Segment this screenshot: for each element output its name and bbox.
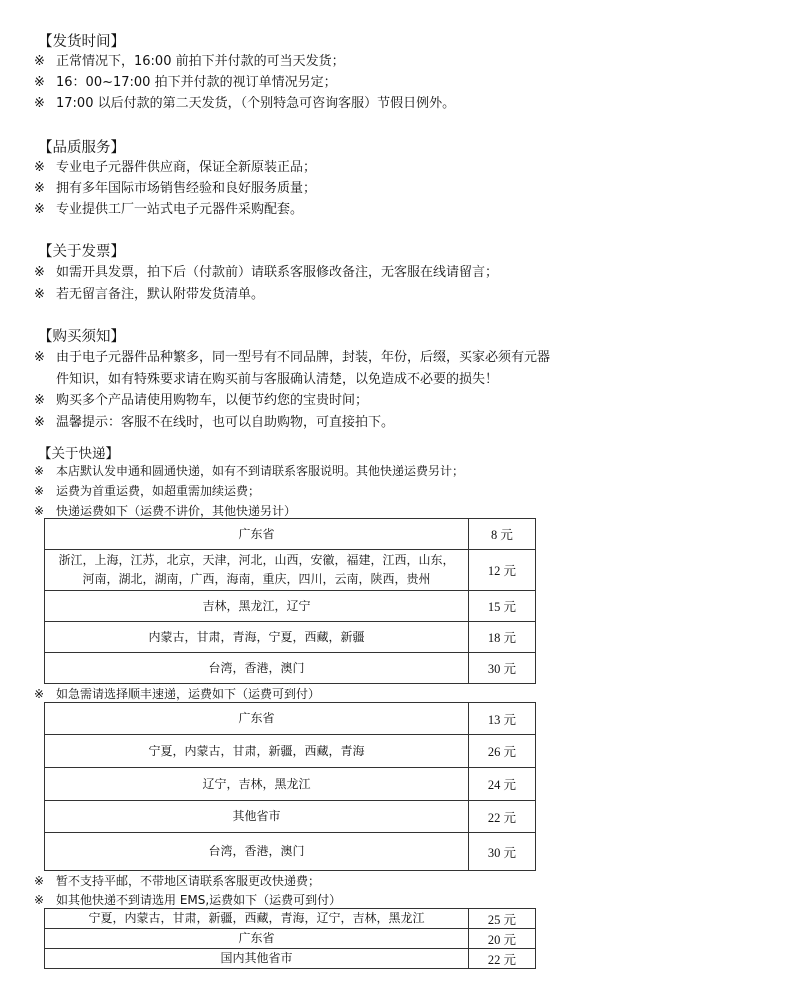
- region-cell: 台湾，香港，澳门: [45, 653, 469, 684]
- sf-express-fee-table: [44, 702, 536, 871]
- price-cell: 13 元: [469, 703, 536, 735]
- list-item: ※ 拥有多年国际市场销售经验和良好服务质量；: [34, 181, 317, 196]
- list-item: ※ 如需开具发票，拍下后（付款前）请联系客服修改备注，无客服在线请留言；: [34, 265, 499, 280]
- table-row: [45, 801, 536, 833]
- region-cell: 内蒙古，甘肃，青海，宁夏，西藏，新疆: [45, 622, 469, 653]
- price-cell: 22 元: [469, 949, 536, 969]
- table-row: [45, 735, 536, 768]
- price-cell: 30 元: [469, 653, 536, 684]
- section-title-quality: 【品质服务】: [38, 140, 125, 156]
- bullet-mark: ※: [34, 160, 45, 175]
- table-row: [45, 768, 536, 801]
- bullet-mark: ※: [34, 181, 45, 196]
- bullet-mark: ※: [34, 893, 45, 907]
- section-title-shipping-time: 【发货时间】: [38, 34, 125, 50]
- section-title-purchase-notes: 【购买须知】: [38, 329, 125, 345]
- list-item: ※ 17:00 以后付款的第二天发货，（个别特急可咨询客服）节假日例外。: [34, 96, 456, 111]
- express-fee-table: [44, 518, 536, 684]
- table-row: [45, 949, 536, 969]
- price-cell: 24 元: [469, 768, 536, 801]
- price-cell: 30 元: [469, 833, 536, 871]
- list-item: ※ 由于电子元器件品种繁多，同一型号有不同品牌，封装，年份，后缀，买家必须有元器: [34, 350, 551, 365]
- bullet-mark: ※: [34, 265, 45, 280]
- region-cell: 广东省: [45, 519, 469, 550]
- price-cell: 8 元: [469, 519, 536, 550]
- table-row: [45, 591, 536, 622]
- bullet-mark: ※: [34, 350, 45, 365]
- region-cell: 其他省市: [45, 801, 469, 833]
- list-item: ※ 温馨提示：客服不在线时，也可以自助购物，可直接拍下。: [34, 415, 395, 430]
- region-cell: 辽宁，吉林，黑龙江: [45, 768, 469, 801]
- section-title-express: 【关于快递】: [38, 446, 119, 462]
- region-cell: 宁夏，内蒙古，甘肃，新疆，西藏，青海: [45, 735, 469, 768]
- bullet-mark: ※: [34, 287, 45, 302]
- table-row: [45, 550, 536, 591]
- region-cell: 广东省: [45, 929, 469, 949]
- table-row: [45, 929, 536, 949]
- table-row: [45, 622, 536, 653]
- list-item: ※ 暂不支持平邮，不带地区请联系客服更改快递费；: [34, 874, 321, 888]
- list-item: ※ 快递运费如下（运费不讲价，其他快递另计）: [34, 504, 297, 518]
- bullet-mark: ※: [34, 484, 45, 498]
- list-item: ※ 如急需请选择顺丰速递，运费如下（运费可到付）: [34, 687, 321, 701]
- list-item: ※ 运费为首重运费，如超重需加续运费；: [34, 484, 261, 498]
- bullet-mark: ※: [34, 96, 45, 111]
- bullet-mark: ※: [34, 54, 45, 69]
- bullet-mark: ※: [34, 464, 45, 478]
- bullet-mark: ※: [34, 393, 45, 408]
- region-cell: 吉林，黑龙江，辽宁: [45, 591, 469, 622]
- price-cell: 22 元: [469, 801, 536, 833]
- table-row: [45, 519, 536, 550]
- region-cell: 宁夏，内蒙古，甘肃，新疆，西藏，青海，辽宁，吉林，黑龙江: [45, 909, 469, 929]
- list-item: ※ 购买多个产品请使用购物车，以便节约您的宝贵时间；: [34, 393, 369, 408]
- region-cell: [45, 550, 469, 591]
- region-cell: 台湾，香港，澳门: [45, 833, 469, 871]
- bullet-mark: ※: [34, 415, 45, 430]
- list-item: ※ 本店默认发申通和圆通快递，如有不到请联系客服说明。其他快递运费另计；: [34, 464, 465, 478]
- table-row: [45, 703, 536, 735]
- section-title-invoice: 【关于发票】: [38, 244, 125, 260]
- price-cell: 18 元: [469, 622, 536, 653]
- bullet-mark: ※: [34, 504, 45, 518]
- bullet-mark: ※: [34, 874, 45, 888]
- price-cell: 20 元: [469, 929, 536, 949]
- list-item: ※ 正常情况下，16:00 前拍下并付款的可当天发货；: [34, 54, 345, 69]
- bullet-mark: ※: [34, 75, 45, 90]
- price-cell: 15 元: [469, 591, 536, 622]
- list-item: ※ 专业提供工厂一站式电子元器件采购配套。: [34, 202, 304, 217]
- bullet-mark: ※: [34, 202, 45, 217]
- table-row: [45, 833, 536, 871]
- list-item-continuation: 件知识，如有特殊要求请在购买前与客服确认清楚，以免造成不必要的损失！: [56, 372, 499, 387]
- region-cell: 国内其他省市: [45, 949, 469, 969]
- region-cell: 广东省: [45, 703, 469, 735]
- price-cell: 12 元: [469, 550, 536, 591]
- region-line: 河南，湖北，湖南，广西，海南，重庆，四川，云南，陕西，贵州: [82, 572, 431, 586]
- price-cell: 26 元: [469, 735, 536, 768]
- bullet-mark: ※: [34, 687, 45, 701]
- ems-fee-table: [44, 908, 536, 969]
- list-item: ※ 专业电子元器件供应商，保证全新原装正品；: [34, 160, 317, 175]
- list-item: ※ 若无留言备注，默认附带发货清单。: [34, 287, 265, 302]
- table-row: [45, 909, 536, 929]
- region-line: 浙江，上海，江苏，北京，天津，河北，山西，安徽，福建，江西，山东，: [58, 553, 455, 567]
- list-item: ※ 16：00~17:00 拍下并付款的视订单情况另定；: [34, 75, 337, 90]
- list-item: ※ 如其他快递不到请选用 EMS,运费如下（运费可到付）: [34, 893, 342, 907]
- price-cell: 25 元: [469, 909, 536, 929]
- table-row: [45, 653, 536, 684]
